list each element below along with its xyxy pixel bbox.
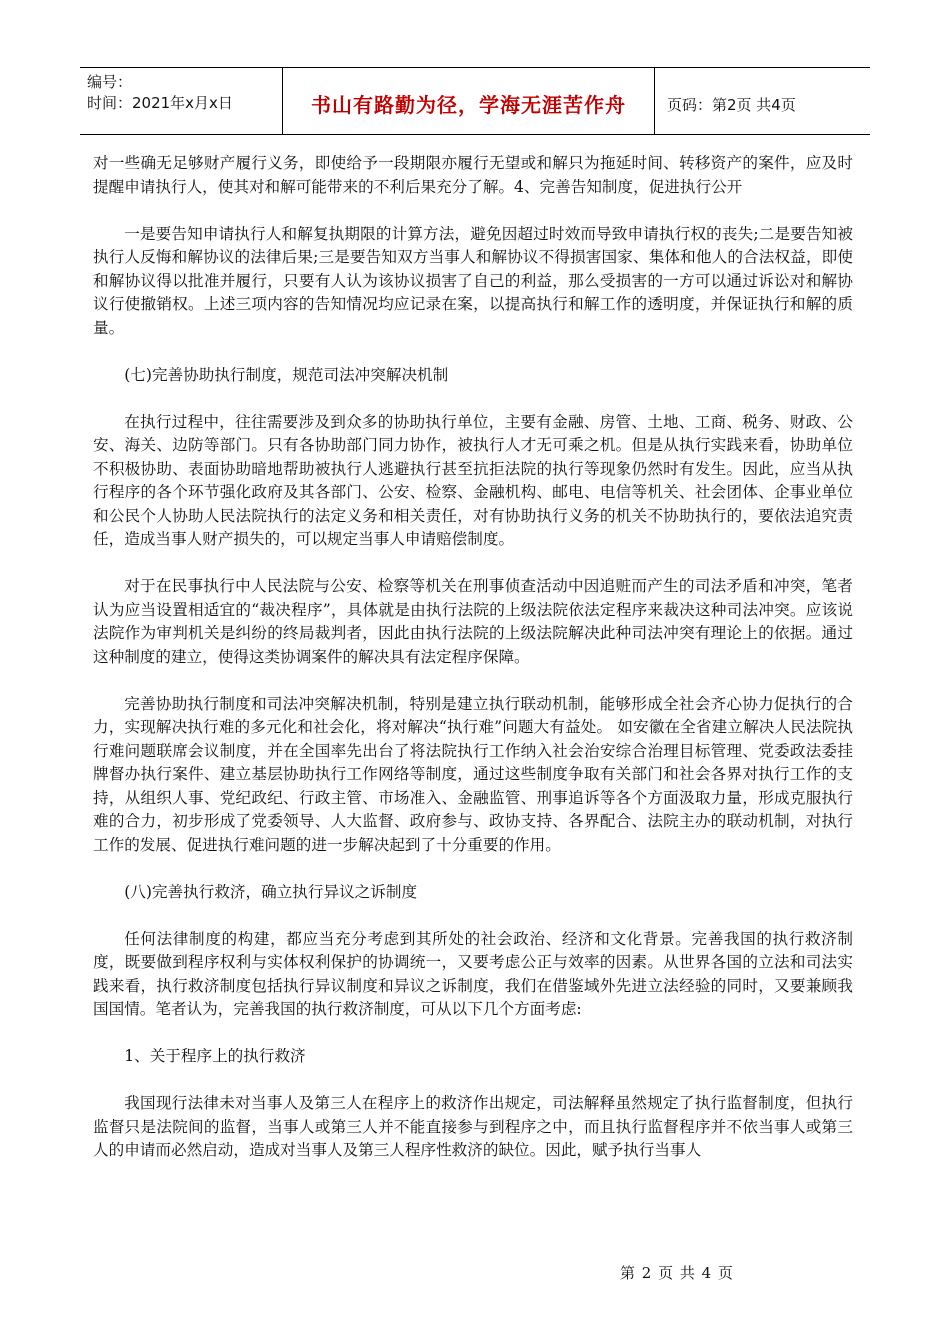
header-motto: 书山有路勤为径，学海无涯苦作舟 — [283, 68, 655, 134]
section-heading-7: (七)完善协助执行制度，规范司法冲突解决机制 — [124, 365, 449, 384]
section-heading-8: (八)完善执行救济，确立执行异议之诉制度 — [124, 882, 418, 901]
date-label: 时间：2021年x月x日 — [87, 94, 233, 112]
serial-label: 编号： — [87, 73, 133, 91]
paragraph: 在执行过程中，往往需要涉及到众多的协助执行单位，主要有金融、房管、土地、工商、税务、财政、公安、海关、边防等部门。只有各协助部门同力协作，被执行人才无可乘之机。但是从执行实践来看，协助单位不积极协助、表面协助暗地帮助被执行人逃避执行甚至抗拒法院的执行等现象仍然时有发生。因此，应当从执行程序的各个环节强化政府及其各部门、公安、检察、金融机构、邮电、电信等机关、社会团体、企事业单位和公民个人协助人民法院执行的法定义务和相关责任，对有协助执行义务的机关不协助执行的，要依法追究责任，造成当事人财产损失的，可以规定当事人申请赔偿制度。 — [93, 412, 853, 548]
document-body — [93, 152, 853, 1186]
paragraph-continued: 对一些确无足够财产履行义务，即使给予一段期限亦履行无望或和解只为拖延时间、转移资产的案件，应及时提醒申请执行人，使其对和解可能带来的不利后果充分了解。4、完善告知制度，促进执行公开 — [93, 154, 853, 196]
paragraph: 任何法律制度的构建，都应当充分考虑到其所处的社会政治、经济和文化背景。完善我国的执行救济制度，既要做到程序权利与实体权利保护的协调统一，又要考虑公正与效率的因素。从世界各国的立法和司法实践来看，执行救济制度包括执行异议制度和异议之诉制度，我们在借鉴域外先进立法经验的同时，又要兼顾我国国情。笔者认为，完善我国的执行救济制度，可从以下几个方面考虑: — [93, 929, 853, 1018]
paragraph: 我国现行法律未对当事人及第三人在程序上的救济作出规定，司法解释虽然规定了执行监督制度，但执行监督只是法院间的监督，当事人或第三人并不能直接参与到程序之中，而且执行监督程序并不依当事人或第三人的申请而必然启动，造成对当事人及第三人程序性救济的缺位。因此，赋予执行当事人 — [93, 1094, 853, 1159]
header-table — [80, 67, 870, 135]
footer-page-number: 第 2 页 共 4 页 — [620, 1264, 734, 1282]
paragraph: 完善协助执行制度和司法冲突解决机制，特别是建立执行联动机制，能够形成全社会齐心协力促执行的合力，实现解决执行难的多元化和社会化，将对解决“执行难”问题大有益处。 如安徽在全省建立解决人民法院执行难问题联席会议制度，并在全国率先出台了将法院执行工作纳入社会治安综合治理目标管理、党委政法委挂牌督办执行案件、建立基层协助执行工作网络等制度，通过这些制度争取有关部门和社会各界对执行工作的支持，从组织人事、党纪政纪、行政主管、市场准入、金融监管、刑事追诉等各个方面汲取力量，形成克服执行难的合力，初步形成了党委领导、人大监督、政府参与、政协支持、各界配合、法院主办的联动机制，对执行工作的发展、促进执行难问题的进一步解决起到了十分重要的作用。 — [93, 694, 853, 854]
header-page-info: 页码：第2页 共4页 — [667, 95, 796, 114]
paragraph: 一是要告知申请执行人和解复执期限的计算方法，避免因超过时效而导致申请执行权的丧失;二是要告知被执行人反悔和解协议的法律后果;三是要告知双方当事人和解协议不得损害国家、集体和他人的合法权益，即使和解协议得以批准并履行，只要有人认为该协议损害了自己的利益，那么受损害的一方可以通过诉讼对和解协议行使撤销权。上述三项内容的告知情况均应记录在案，以提高执行和解工作的透明度，并保证执行和解的质量。 — [93, 224, 853, 337]
subsection-heading: 1、关于程序上的执行救济 — [124, 1047, 306, 1065]
header-meta-cell — [80, 68, 283, 134]
paragraph: 对于在民事执行中人民法院与公安、检察等机关在刑事侦查活动中因追赃而产生的司法矛盾和冲突，笔者认为应当设置相适宜的“裁决程序”，具体就是由执行法院的上级法院依法定程序来裁决这种司法冲突。应该说法院作为审判机关是纠纷的终局裁判者，因此由执行法院的上级法院解决此种司法冲突有理论上的依据。通过这种制度的建立，使得这类协调案件的解决具有法定程序保障。 — [93, 577, 853, 666]
